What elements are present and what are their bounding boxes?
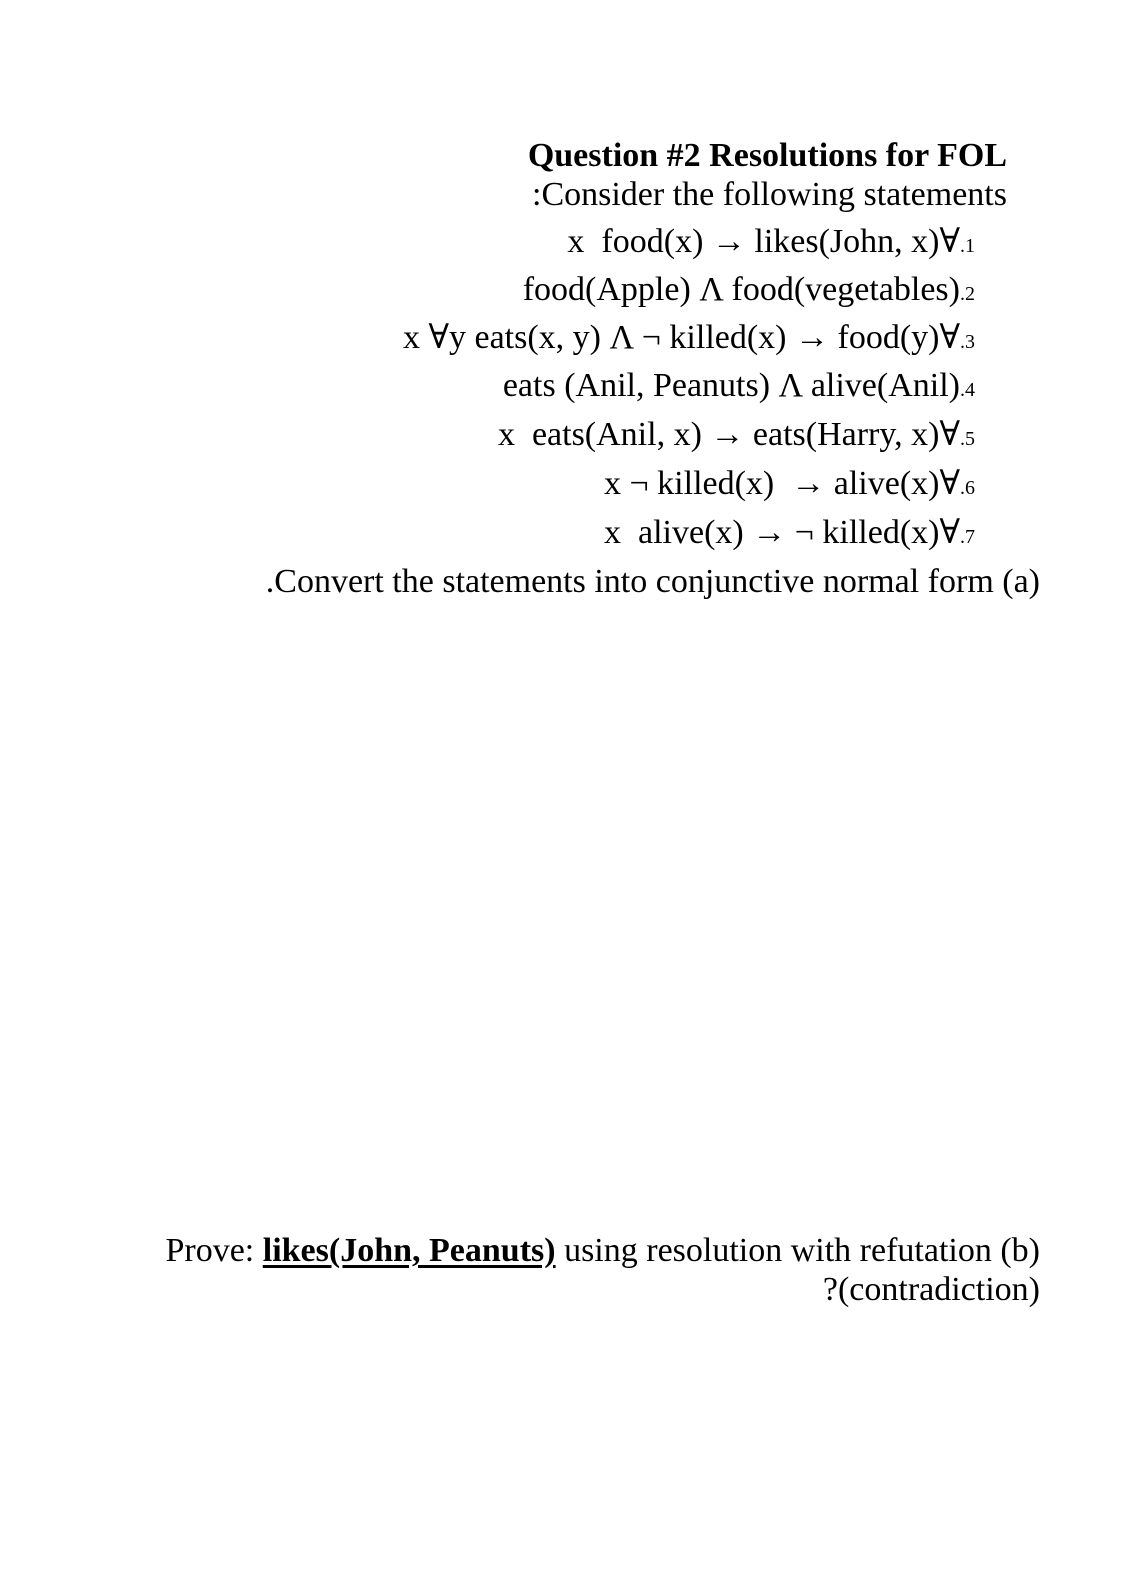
statement-6-text: x ¬ killed(x) → alive(x)∀ (604, 465, 960, 502)
part-a-instruction: .Convert the statements into conjunctive normal form (a) (265, 563, 1040, 600)
statement-2 (523, 270, 975, 314)
statement-1-text: x food(x) → likes(John, x)∀ (567, 223, 960, 260)
statement-4-number: .4 (960, 379, 975, 401)
statement-4 (503, 366, 975, 410)
statement-3-number: .3 (960, 331, 975, 353)
statement-1-number: .1 (960, 235, 975, 257)
statement-7-text: x alive(x) → ¬ killed(x)∀ (604, 514, 960, 551)
question-intro: :Consider the following statements (532, 176, 1007, 213)
part-b-prefix: Prove: (165, 1232, 263, 1269)
statement-1 (567, 222, 975, 266)
statement-6 (604, 464, 975, 508)
statement-2-text: food(Apple) Λ food(vegetables) (522, 271, 960, 308)
question-title: Question #2 Resolutions for FOL (527, 137, 1007, 174)
statement-5-number: .5 (960, 428, 975, 450)
part-b-goal: likes(John, Peanuts) (262, 1232, 556, 1269)
part-b-suffix: using resolution with refutation (b) (555, 1232, 1040, 1269)
statement-7-number: .7 (960, 526, 975, 548)
statement-7 (604, 513, 975, 557)
statement-5 (498, 415, 975, 459)
statement-3 (403, 318, 975, 362)
statement-5-text: x eats(Anil, x) → eats(Harry, x)∀ (497, 416, 960, 453)
statement-4-text: eats (Anil, Peanuts) Λ alive(Anil) (502, 367, 960, 404)
statement-6-number: .6 (960, 477, 975, 499)
statement-2-number: .2 (960, 283, 975, 305)
part-b-instruction-line2: ?(contradiction) (822, 1271, 1040, 1308)
part-b-instruction (165, 1231, 1040, 1271)
statement-3-text: x ∀y eats(x, y) Λ ¬ killed(x) → food(y)∀ (402, 319, 960, 356)
